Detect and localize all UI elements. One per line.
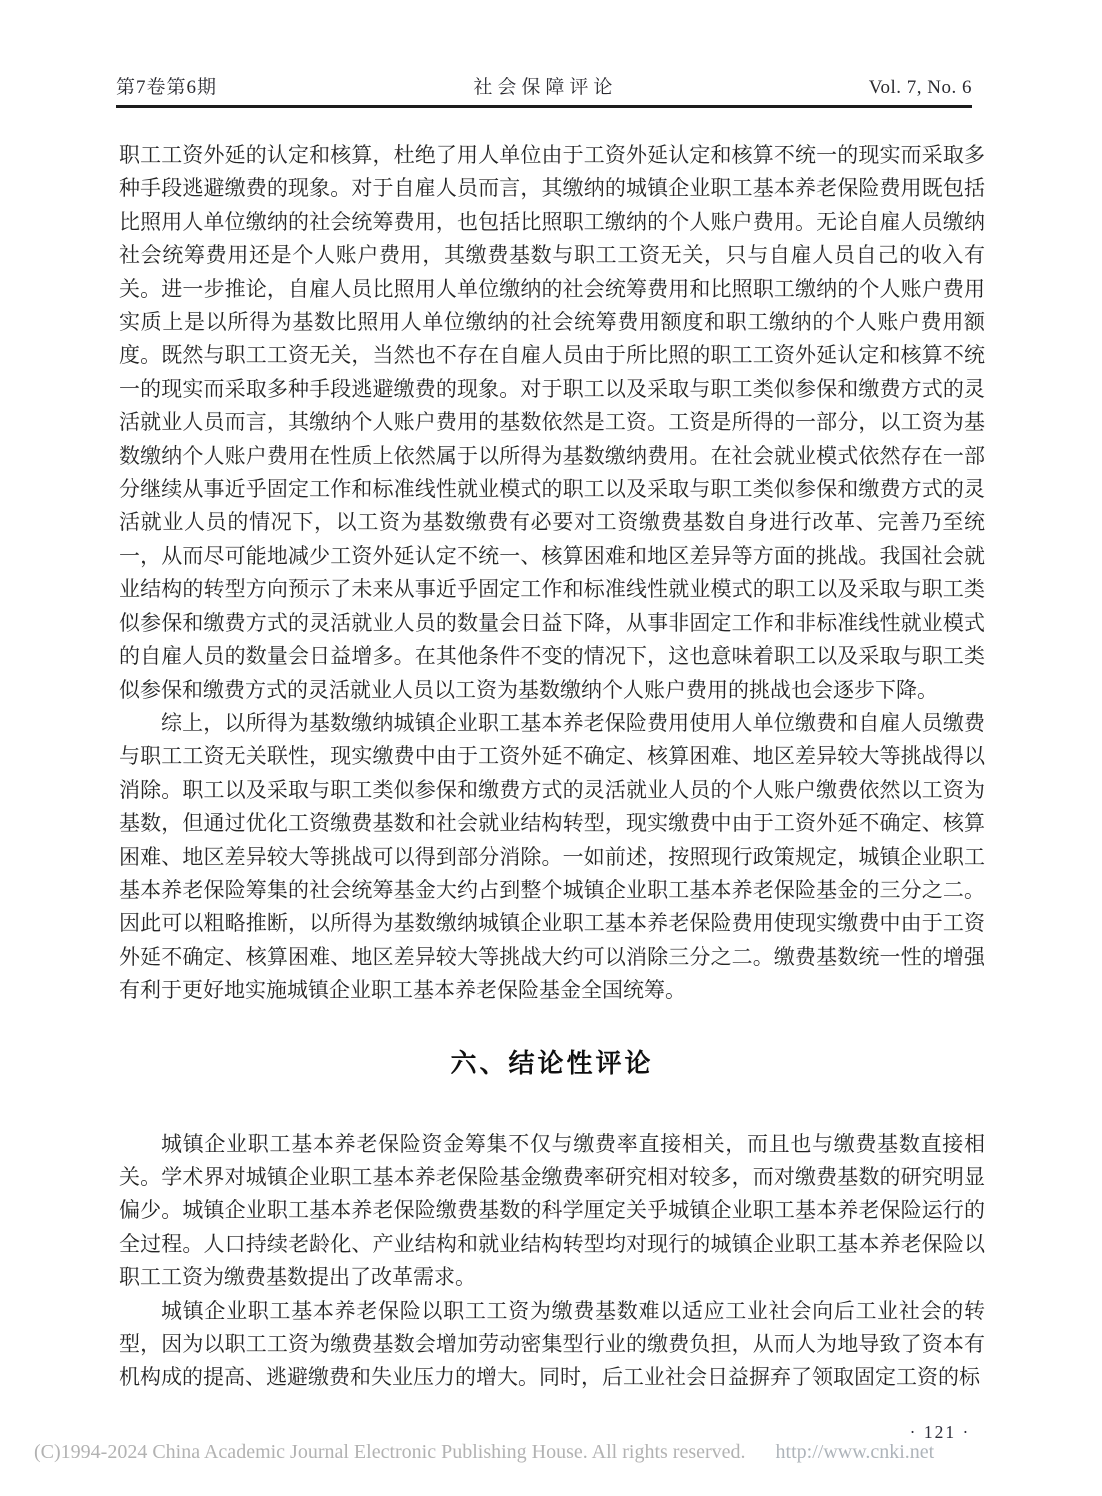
conclusion-paragraph-2: 城镇企业职工基本养老保险以职工工资为缴费基数难以适应工业社会向后工业社会的转型，因为以职工工资为缴费基数会增加劳动密集型行业的缴费负担，从而人为地导致了资本有机构成的提高、逃避缴费和失业压力的增大。同时，后工业社会日益摒弃了领取固定工资的标 [119,1298,985,1390]
footer-url: http://www.cnki.net [775,1441,935,1463]
page-header [116,72,972,108]
section-heading-conclusion: 六、结论性评论 [450,1048,654,1078]
article-body [119,139,985,1395]
copyright-footer [34,1441,1074,1464]
header-volume-issue: 第7卷第6期 [116,77,218,98]
body-paragraph-continuation: 职工工资外延的认定和核算，杜绝了用人单位由于工资外延认定和核算不统一的现实而采取多种手段逃避缴费的现象。对于自雇人员而言，其缴纳的城镇企业职工基本养老保险费用既包括比照用人单位缴纳的社会统筹费用，也包括比照职工缴纳的个人账户费用。无论自雇人员缴纳社会统筹费用还是个人账户费用，其缴费基数与职工工资无关，只与自雇人员自己的收入有关。进一步推论，自雇人员比照用人单位缴纳的社会统筹费用和比照职工缴纳的个人账户费用实质上是以所得为基数比照用人单位缴纳的社会统筹费用额度和职工缴纳的个人账户费用额度。既然与职工工资无关，当然也不存在自雇人员由于所比照的职工工资外延认定和核算不统一的现实而采取多种手段逃避缴费的现象。对于职工以及采取与职工类似参保和缴费方式的灵活就业人员而言，其缴纳个人账户费用的基数依然是工资。工资是所得的一部分，以工资为基数缴纳个人账户费用在性质上依然属于以所得为基数缴纳费用。在社会就业模式依然存在一部分继续从事近乎固定工作和标准线性就业模式的职工以及采取与职工类似参保和缴费方式的灵活就业人员的情况下，以工资为基数缴费有必要对工资缴费基数自身进行改革、完善乃至统一，从而尽可能地减少工资外延认定不统一、核算困难和地区差异等方面的挑战。我国社会就业结构的转型方向预示了未来从事近乎固定工作和标准线性就业模式的职工以及采取与职工类似参保和缴费方式的灵活就业人员的数量会日益下降，从事非固定工作和非标准线性就业模式的自雇人员的数量会日益增多。在其他条件不变的情况下，这也意味着职工以及采取与职工类似参保和缴费方式的灵活就业人员以工资为基数缴纳个人账户费用的挑战也会逐步下降。 [119,143,985,702]
body-paragraph-summary: 综上，以所得为基数缴纳城镇企业职工基本养老保险费用使用人单位缴费和自雇人员缴费与职工工资无关联性，现实缴费中由于工资外延不确定、核算困难、地区差异较大等挑战得以消除。职工以及采取与职工类似参保和缴费方式的灵活就业人员的个人账户缴费依然以工资为基数，但通过优化工资缴费基数和社会就业结构转型，现实缴费中由于工资外延不确定、核算困难、地区差异较大等挑战可以得到部分消除。一如前述，按照现行政策规定，城镇企业职工基本养老保险筹集的社会统筹基金大约占到整个城镇企业职工基本养老保险基金的三分之二。因此可以粗略推断，以所得为基数缴纳城镇企业职工基本养老保险费用使现实缴费中由于工资外延不确定、核算困难、地区差异较大等挑战大约可以消除三分之二。缴费基数统一性的增强有利于更好地实施城镇企业职工基本养老保险基金全国统筹。 [119,710,985,1003]
header-journal-title: 社会保障评论 [473,77,618,98]
conclusion-paragraph-1: 城镇企业职工基本养老保险资金筹集不仅与缴费率直接相关，而且也与缴费基数直接相关。学术界对城镇企业职工基本养老保险基金缴费率研究相对较多，而对缴费基数的研究明显偏少。城镇企业职工基本养老保险缴费基数的科学厘定关乎城镇企业职工基本养老保险运行的全过程。人口持续老龄化、产业结构和就业结构转型均对现行的城镇企业职工基本养老保险以职工工资为缴费基数提出了改革需求。 [119,1131,985,1290]
header-vol-no: Vol. 7, No. 6 [868,77,972,98]
page-number: · 121 · [909,1422,971,1442]
copyright-text: (C)1994-2024 China Academic Journal Electronic Publishing House. All rights reserved. [34,1441,746,1463]
